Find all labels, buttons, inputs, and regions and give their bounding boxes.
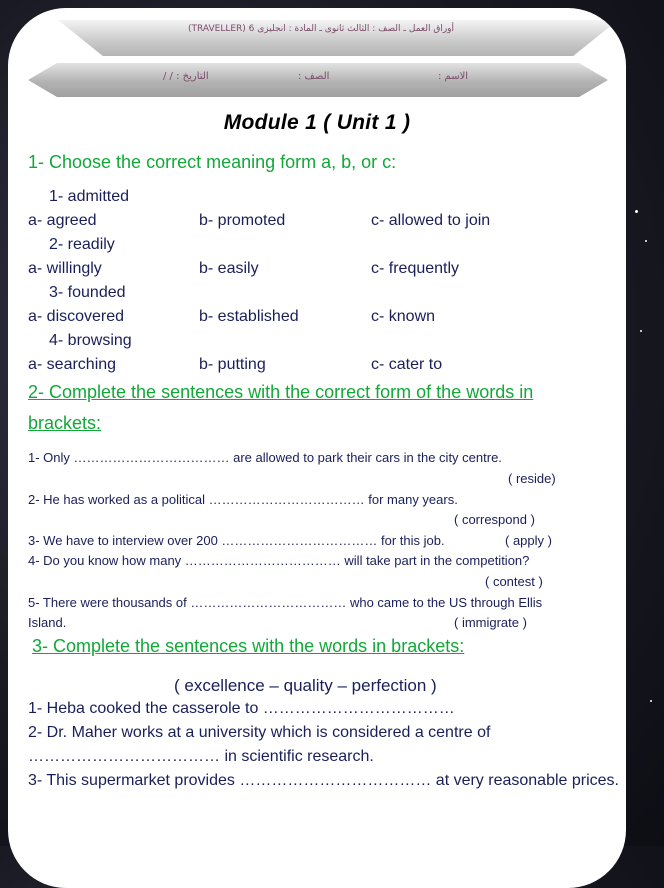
header-info-line: أوراق العمل ـ الصف : الثالث ثانوى ـ المادة : انجليزى 6 (TRAVELLER) bbox=[188, 24, 455, 34]
option-b: b- putting bbox=[199, 356, 266, 373]
vocab-word: 2- readily bbox=[49, 236, 115, 253]
sentence-3: 3- We have to interview over 200 ……………………………… for this job. bbox=[28, 533, 445, 548]
hint-correspond: ( correspond ) bbox=[454, 512, 535, 527]
option-b: b- established bbox=[199, 308, 299, 325]
option-c: c- allowed to join bbox=[371, 212, 491, 229]
hint-contest: ( contest ) bbox=[485, 574, 543, 589]
page-title: Module 1 ( Unit 1 ) bbox=[223, 111, 411, 134]
option-a: a- searching bbox=[28, 356, 117, 373]
option-a: a- discovered bbox=[28, 308, 125, 325]
option-a: a- agreed bbox=[28, 212, 97, 229]
class-label: الصف : bbox=[298, 71, 330, 82]
section1-heading: 1- Choose the correct meaning form a, b, or c: bbox=[28, 152, 397, 172]
sentence-3-2-cont: ……………………………… in scientific research. bbox=[28, 748, 374, 765]
background-star bbox=[650, 700, 652, 702]
sentence-3-3: 3- This supermarket provides ……………………………… at very reasonable prices. bbox=[28, 772, 619, 789]
option-a: a- willingly bbox=[28, 260, 102, 277]
vocab-word: 1- admitted bbox=[49, 188, 130, 205]
sentence-3-1: 1- Heba cooked the casserole to ……………………………… bbox=[28, 700, 455, 717]
word-bank: ( excellence – quality – perfection ) bbox=[174, 676, 437, 695]
date-label: التاريخ : / / bbox=[163, 71, 209, 82]
name-label: الاسم : bbox=[438, 71, 469, 82]
section2-heading-cont: brackets: bbox=[28, 413, 102, 433]
option-b: b- promoted bbox=[199, 212, 286, 229]
sentence-3-2: 2- Dr. Maher works at a university which is considered a centre of bbox=[28, 724, 491, 741]
vocab-word: 3- founded bbox=[49, 284, 126, 301]
sentence-1: 1- Only ……………………………… are allowed to park their cars in the city centre. bbox=[28, 450, 502, 465]
background-star bbox=[640, 330, 642, 332]
sentence-5: 5- There were thousands of ……………………………… who came to the US through Ellis bbox=[28, 595, 543, 610]
sentence-4: 4- Do you know how many ……………………………… will take part in the competition? bbox=[28, 553, 530, 568]
background-star bbox=[645, 240, 647, 242]
option-c: c- frequently bbox=[371, 260, 460, 277]
hint-immigrate: ( immigrate ) bbox=[454, 615, 527, 630]
sentence-2: 2- He has worked as a political ……………………………… for many years. bbox=[28, 492, 458, 507]
option-b: b- easily bbox=[199, 260, 259, 277]
option-c: c- known bbox=[371, 308, 436, 325]
sentence-5-cont: Island. bbox=[28, 615, 67, 630]
option-c: c- cater to bbox=[371, 356, 443, 373]
vocab-word: 4- browsing bbox=[49, 332, 132, 349]
section2-heading: 2- Complete the sentences with the correct form of the words in bbox=[28, 382, 534, 402]
hint-apply: ( apply ) bbox=[505, 533, 552, 548]
hint-reside: ( reside) bbox=[508, 471, 556, 486]
background-star bbox=[635, 210, 638, 213]
section3-heading: 3- Complete the sentences with the words in brackets: bbox=[32, 636, 465, 656]
worksheet-page bbox=[8, 8, 626, 888]
